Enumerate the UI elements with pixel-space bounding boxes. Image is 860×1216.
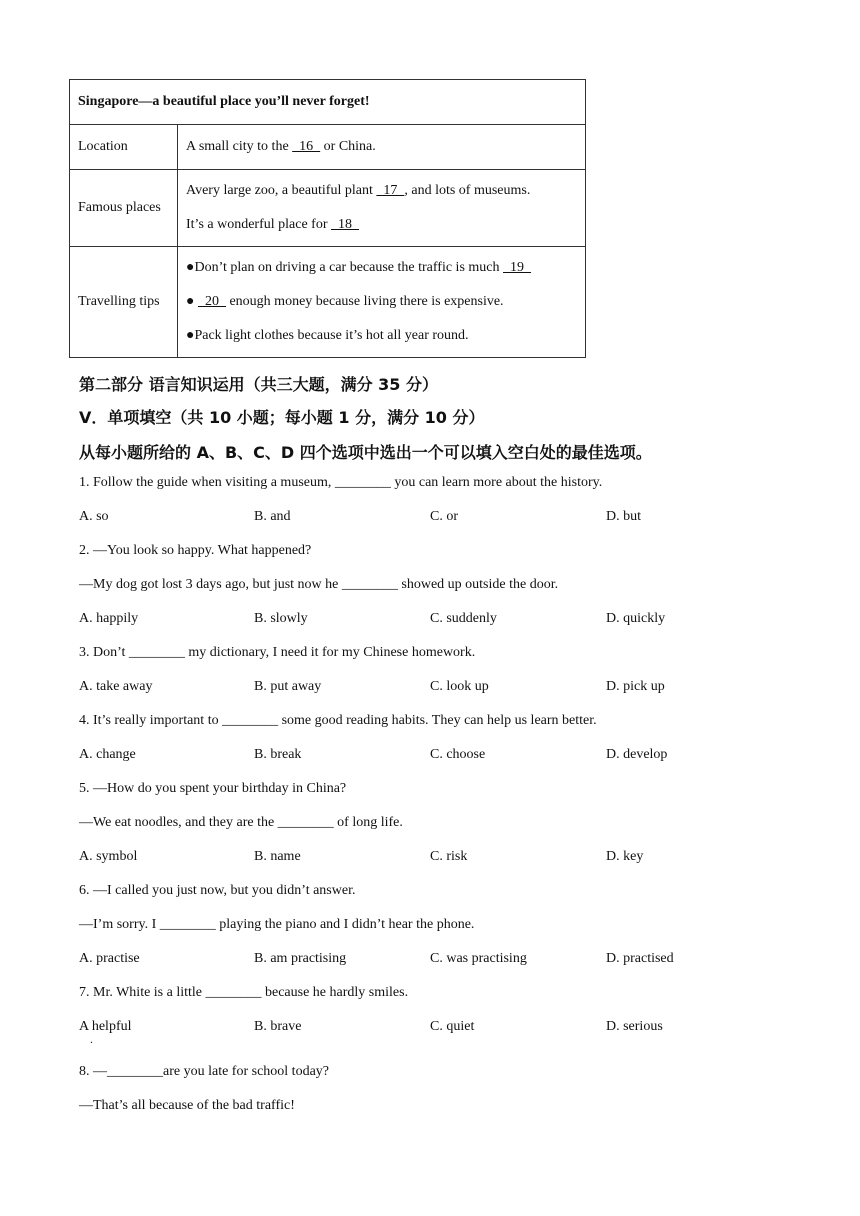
option-a: A. take away [79,679,153,694]
option-b: B. and [254,509,291,524]
blank-18: 18 [331,217,359,232]
part-heading: V．单项填空（共 10 小题；每小题 1 分，满分 10 分） [79,408,485,427]
options-row [79,509,779,529]
blank-20: 20 [197,294,226,309]
option-a: A. practise [79,951,140,966]
option-d: D. pick up [606,679,665,694]
option-b: B. put away [254,679,322,694]
blank-16: 16 [292,139,321,154]
question-stem: 5. —How do you spent your birthday in China? [79,781,347,796]
option-b: B. name [254,849,301,864]
option-d: D. quickly [606,611,666,626]
options-row [79,1019,779,1039]
options-row [79,849,779,869]
blank-17: 17 [376,183,405,198]
option-a: A. happily [79,611,139,626]
options-row [79,951,779,971]
question-stem: 4. It’s really important to ________ some good reading habits. They can help us learn better. [79,713,597,728]
table-title: Singapore—a beautiful place you’ll never forget! [70,80,586,125]
travelling-tips-label: Travelling tips [70,247,178,358]
option-d: D. practised [606,951,674,966]
question-reply: —We eat noodles, and they are the ________ of long life. [79,815,403,830]
section-heading: 第二部分 语言知识运用（共三大题，满分 35 分） [79,375,438,394]
question-reply: —That’s all because of the bad traffic! [79,1098,295,1113]
question-stem: 8. —________are you late for school today? [79,1064,329,1079]
location-label: Location [70,125,178,170]
option-c: C. choose [430,747,486,762]
option-b: B. am practising [254,951,347,966]
option-a: A. symbol [79,849,138,864]
question-stem: 2. —You look so happy. What happened? [79,543,312,558]
options-row [79,611,779,631]
stray-mark: . [90,1032,93,1046]
option-d: D. serious [606,1019,663,1034]
question-stem: 6. —I called you just now, but you didn’t answer. [79,883,356,898]
option-c: C. quiet [430,1019,475,1034]
option-d: D. develop [606,747,668,762]
option-a: A. change [79,747,136,762]
instruction: 从每小题所给的 A、B、C、D 四个选项中选出一个可以填入空白处的最佳选项。 [79,443,652,462]
location-cell: A small city to the 16 or China. [178,125,586,170]
option-b: B. slowly [254,611,308,626]
option-c: C. look up [430,679,489,694]
options-row [79,747,779,767]
option-c: C. or [430,509,458,524]
question-stem: 7. Mr. White is a little ________ because he hardly smiles. [79,985,409,1000]
option-c: C. was practising [430,951,527,966]
famous-places-label: Famous places [70,170,178,247]
travelling-tips-cell: ●Don’t plan on driving a car because the traffic is much 19 ● 20 enough money because living there is expensive. ●Pack light clothes because it’s hot all year round. [178,247,586,358]
singapore-info-table [69,79,586,358]
option-a: A. so [79,509,109,524]
option-b: B. break [254,747,302,762]
question-reply: —I’m sorry. I ________ playing the piano and I didn’t hear the phone. [79,917,475,932]
question-reply: —My dog got lost 3 days ago, but just now he ________ showed up outside the door. [79,577,559,592]
option-b: B. brave [254,1019,302,1034]
option-a: A helpful [79,1019,132,1034]
option-d: D. key [606,849,644,864]
question-stem: 1. Follow the guide when visiting a museum, ________ you can learn more about the history. [79,475,603,490]
options-row [79,679,779,699]
option-d: D. but [606,509,641,524]
option-c: C. suddenly [430,611,497,626]
blank-19: 19 [503,260,532,275]
option-c: C. risk [430,849,468,864]
famous-places-cell: Avery large zoo, a beautiful plant 17 , and lots of museums. It’s a wonderful place for 18 [178,170,586,247]
question-stem: 3. Don’t ________ my dictionary, I need it for my Chinese homework. [79,645,476,660]
